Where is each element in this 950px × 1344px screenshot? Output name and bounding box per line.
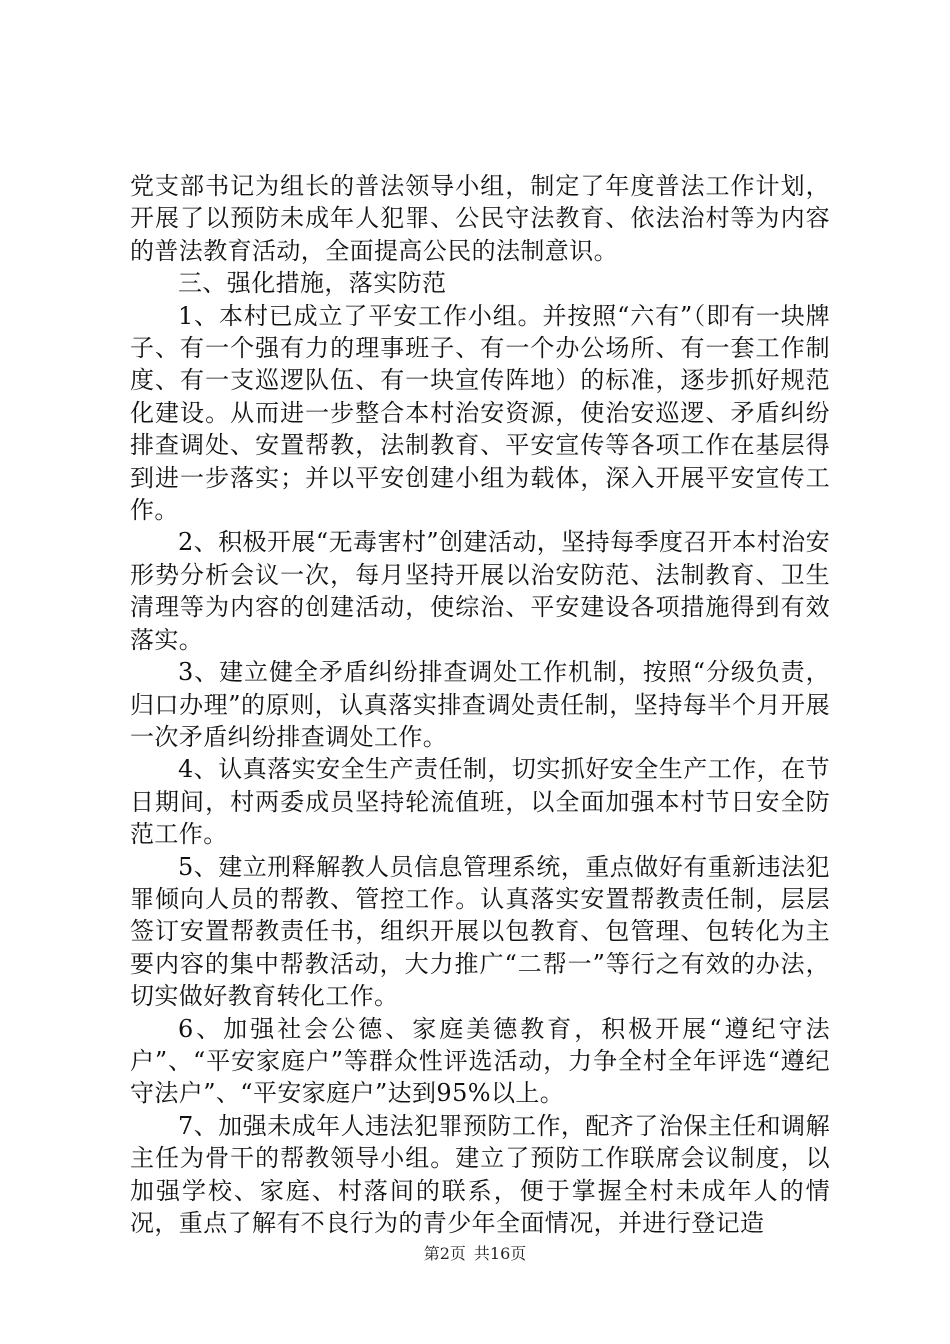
section-heading: 三、强化措施，落实防范	[178, 269, 447, 298]
paragraph-item-3: 3、建立健全矛盾纠纷排查调处工作机制，按照“分级负责，归口办理”的原则，认真落实排查调处责任制，坚持每半个月开展一次矛盾纠纷排查调处工作。	[130, 658, 830, 751]
paragraph-item-2: 2、积极开展“无毒害村”创建活动，坚持每季度召开本村治安形势分析会议一次，每月坚持开展以治安防范、法制教育、卫生清理等为内容的创建活动，使综治、平安建设各项措施得到有效落实。	[130, 528, 830, 654]
page-number: 第2页	[423, 1244, 466, 1263]
paragraph-item-7: 7、加强未成年人违法犯罪预防工作，配齐了治保主任和调解主任为骨干的帮教领导小组。建立了预防工作联席会议制度，以加强学校、家庭、村落间的联系，便于掌握全村未成年人的情况，重点了解有不良行为的青少年全面情况，并进行登记造	[130, 1111, 830, 1237]
page-footer	[0, 1241, 950, 1264]
paragraph-item-5: 5、建立刑释解教人员信息管理系统，重点做好有重新违法犯罪倾向人员的帮教、管控工作。认真落实安置帮教责任制，层层签订安置帮教责任书，组织开展以包教育、包管理、包转化为主要内容的集中帮教活动，大力推广“二帮一”等行之有效的办法，切实做好教育转化工作。	[130, 852, 830, 1011]
document-body	[130, 170, 830, 1239]
paragraph-continued: 党支部书记为组长的普法领导小组，制定了年度普法工作计划，开展了以预防未成年人犯罪、公民守法教育、依法治村等为内容的普法教育活动，全面提高公民的法制意识。	[130, 172, 830, 265]
paragraph-item-1: 1、本村已成立了平安工作小组。并按照“六有”（即有一块牌子、有一个强有力的理事班子、有一个办公场所、有一套工作制度、有一支巡逻队伍、有一块宣传阵地）的标准，逐步抓好规范化建设。从而进一步整合本村治安资源，使治安巡逻、矛盾纠纷排查调处、安置帮教，法制教育、平安宣传等各项工作在基层得到进一步落实；并以平安创建小组为载体，深入开展平安宣传工作。	[130, 301, 830, 525]
paragraph-item-4: 4、认真落实安全生产责任制，切实抓好安全生产工作，在节日期间，村两委成员坚持轮流值班，以全面加强本村节日安全防范工作。	[130, 755, 830, 849]
paragraph-item-6: 6、加强社会公德、家庭美德教育，积极开展“遵纪守法户”、“平安家庭户”等群众性评选活动，力争全村全年评选“遵纪守法户”、“平安家庭户”达到95%以上。	[130, 1014, 830, 1108]
page-total: 共16页	[473, 1244, 527, 1263]
